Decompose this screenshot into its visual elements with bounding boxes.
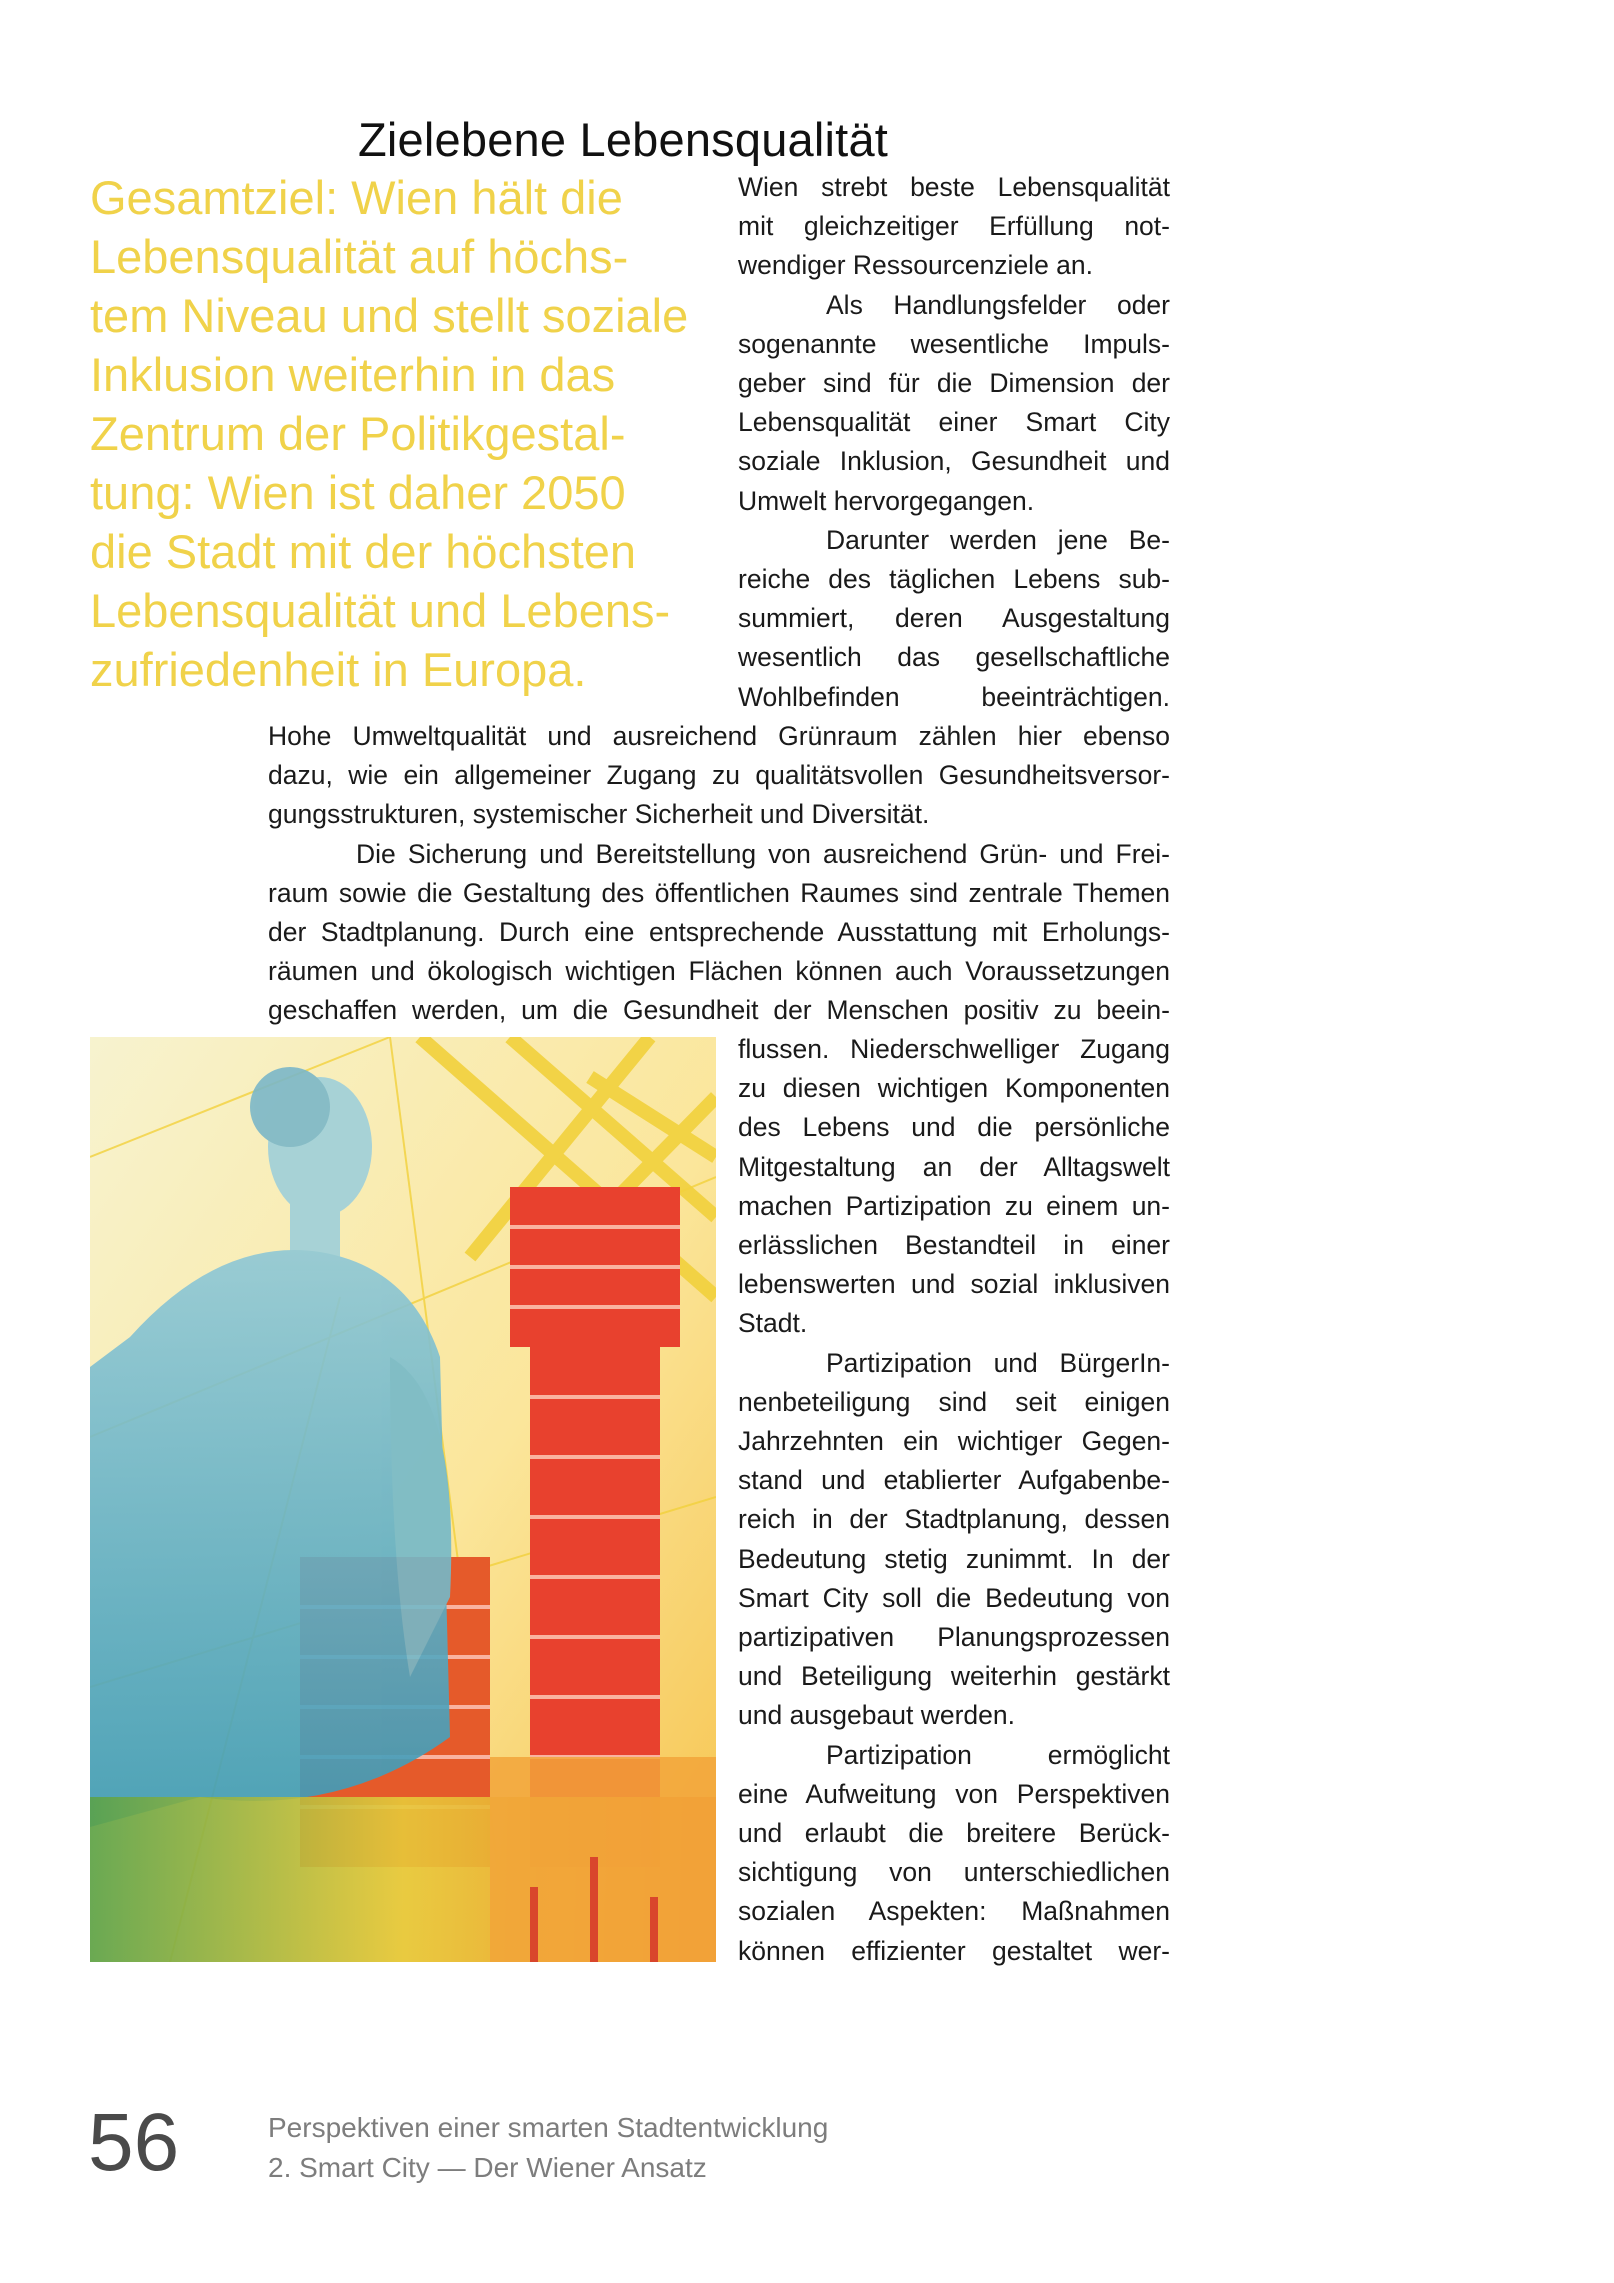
text-line: Wien strebt beste Lebensqualität	[738, 172, 1170, 202]
text-line: Wohlbefinden beeinträchtigen.	[738, 681, 1170, 712]
text-line: und ausgebaut werden.	[738, 1700, 1015, 1731]
text-line: Darunter werden jene Be-	[826, 524, 1170, 555]
text-line: gungsstrukturen, systemischer Sicherheit und Diversität.	[268, 799, 930, 830]
text-line: und erlaubt die breitere Berück-	[738, 1818, 1170, 1849]
page-title: Zielebene Lebensqualität	[358, 113, 889, 166]
text-line: können effizienter gestaltet wer-	[738, 1935, 1170, 1966]
right-column-upper	[738, 168, 1170, 717]
text-line: eine Aufweitung von Perspektiven	[738, 1778, 1170, 1809]
text-line: partizipativen Planungsprozessen	[738, 1622, 1170, 1653]
text-line: sichtigung von unterschiedlichen	[738, 1857, 1170, 1888]
goal-line: tung: Wien ist daher 2050	[90, 466, 626, 519]
goal-statement	[90, 168, 730, 699]
text-line: Mitgestaltung an der Alltagswelt	[738, 1151, 1170, 1182]
text-line: lebenswerten und sozial inklusiven	[738, 1269, 1170, 1300]
paragraph	[738, 521, 1170, 717]
footer-subtitle: 2. Smart City — Der Wiener Ansatz	[268, 2152, 707, 2183]
text-line: stand und etablierter Aufgabenbe-	[738, 1465, 1170, 1496]
text-line: des Lebens und die persönliche	[738, 1112, 1170, 1143]
text-line: und Beteiligung weiterhin gestärkt	[738, 1661, 1170, 1692]
goal-line: Inklusion weiterhin in das	[90, 348, 616, 401]
text-line: machen Partizipation zu einem un-	[738, 1190, 1170, 1221]
right-column-lower	[738, 1030, 1170, 1971]
text-line: erlässlichen Bestandteil in einer	[738, 1230, 1170, 1261]
text-line: sogenannte wesentliche Impuls-	[738, 328, 1170, 359]
text-line: Jahrzehnten ein wichtiger Gegen-	[738, 1426, 1170, 1457]
paragraph	[738, 1030, 1170, 1344]
text-line: der Stadtplanung. Durch eine entsprechende Ausstattung mit Erholungs-	[268, 917, 1170, 948]
text-line: soziale Inklusion, Gesundheit und	[738, 446, 1170, 477]
goal-line: Gesamtziel: Wien hält die	[90, 171, 623, 224]
text-line: Partizipation und BürgerIn-	[826, 1347, 1170, 1378]
text-line: räumen und ökologisch wichtigen Flächen können auch Voraussetzungen	[268, 956, 1170, 987]
text-line: wesentlich das gesellschaftliche	[738, 642, 1170, 673]
text-line: Lebensqualität einer Smart City	[738, 407, 1170, 438]
text-line: geschaffen werden, um die Gesundheit der Menschen positiv zu beein-	[268, 995, 1170, 1026]
wide-column	[268, 717, 1170, 1031]
text-line: geber sind für die Dimension der	[738, 368, 1170, 399]
text-line: flussen. Niederschwelliger Zugang	[738, 1034, 1170, 1064]
text-line: Die Sicherung und Bereitstellung von ausreichend Grün- und Frei-	[356, 838, 1170, 869]
text-line: raum sowie die Gestaltung des öffentlichen Raumes sind zentrale Themen	[268, 877, 1170, 908]
text-line: Stadt.	[738, 1308, 808, 1339]
text-line: wendiger Ressourcenziele an.	[738, 250, 1094, 281]
text-line: summiert, deren Ausgestaltung	[738, 603, 1170, 634]
paragraph	[738, 286, 1170, 521]
paragraph	[738, 1736, 1170, 1971]
goal-line: tem Niveau und stellt soziale	[90, 289, 689, 342]
text-line: sozialen Aspekten: Maßnahmen	[738, 1896, 1170, 1927]
text-line: Hohe Umweltqualität und ausreichend Grünraum zählen hier ebenso	[268, 721, 1170, 751]
text-line: dazu, wie ein allgemeiner Zugang zu qualitätsvollen Gesundheitsversor-	[268, 760, 1170, 791]
text-line: Bedeutung stetig zunimmt. In der	[738, 1543, 1170, 1574]
text-line: Umwelt hervorgegangen.	[738, 485, 1035, 516]
goal-line: Lebensqualität und Lebens-	[90, 584, 671, 637]
text-line: mit gleichzeitiger Erfüllung not-	[738, 211, 1170, 242]
paragraph	[268, 835, 1170, 1031]
paragraph	[268, 717, 1170, 835]
city-collage-image	[90, 1037, 716, 1962]
text-line: reiche des täglichen Lebens sub-	[738, 564, 1170, 595]
goal-line: zufriedenheit in Europa.	[90, 643, 587, 696]
text-line: Partizipation ermöglicht	[826, 1739, 1170, 1770]
goal-line: Lebensqualität auf höchs-	[90, 230, 629, 283]
goal-line: die Stadt mit der höchsten	[90, 525, 637, 578]
goal-line: Zentrum der Politikgestal-	[90, 407, 626, 460]
text-line: nenbeteiligung sind seit einigen	[738, 1386, 1170, 1417]
text-line: zu diesen wichtigen Komponenten	[738, 1073, 1170, 1104]
text-line: Als Handlungsfelder oder	[826, 289, 1170, 320]
text-line: reich in der Stadtplanung, dessen	[738, 1504, 1170, 1535]
paragraph	[738, 1344, 1170, 1736]
paragraph	[738, 168, 1170, 286]
footer-title: Perspektiven einer smarten Stadtentwicklung	[268, 2112, 829, 2143]
text-line: Smart City soll die Bedeutung von	[738, 1582, 1170, 1613]
page-number: 56	[88, 2097, 180, 2188]
